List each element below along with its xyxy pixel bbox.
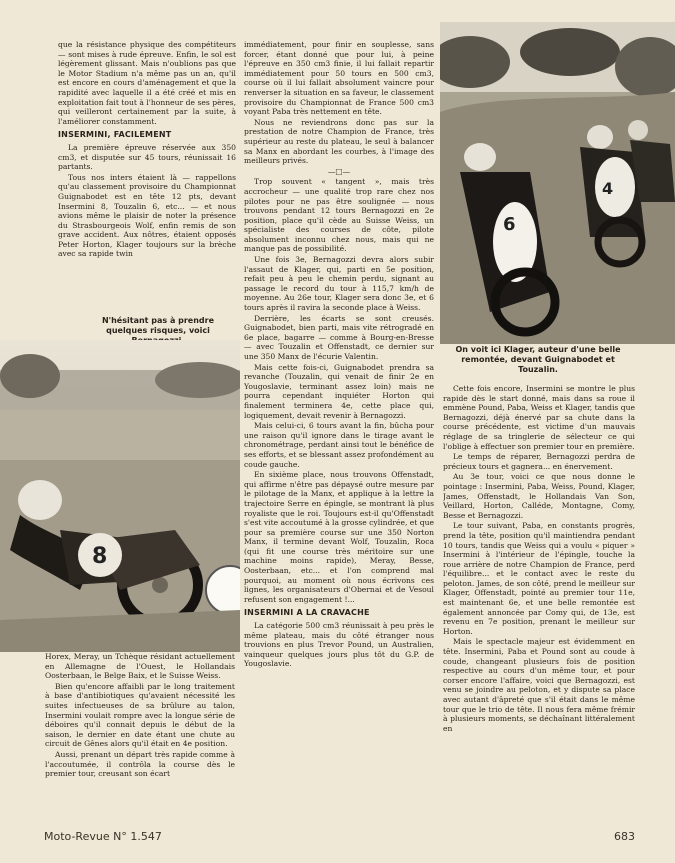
paragraph: En sixième place, nous trouvons Offenstadt, qui affirme n'être pas dépaysé outre mesure par le pilotage de la Manx, et applique à la lettre la trajectoire Serre en épingle, se montrant là plus royaliste que le roi. Toujours est-il qu'Offenstadt s'est vite accoutumé à la grosse cylindrée, et que pour sa première course sur une 350 Norton Manx, il termine devant Wolf, Touzalin, Roca (qui fit une course très méritoire sur une machine moins rapide), Meray, Besse, Oosterbaan, etc... et l'on comprend mal pourquoi, au moment où nous écrivons ces lignes, les organisateurs d'Obernai et de Vesoul refusent son engagement !... [244,470,434,604]
svg-text:4: 4 [602,179,614,198]
paragraph: Mais celui-ci, 6 tours avant la fin, bûcha pour une raison qu'il ignore dans le tirage avant le chronométrage, perdant ainsi tout le bénéfice de ses efforts, et se blessant assez profondément au coude gauche. [244,421,434,469]
paragraph: Horex, Meray, un Tchèque résidant actuellement en Allemagne de l'Ouest, le Hollandais Oosterbaan, le Belge Baix, et le Suisse Weiss. [45,652,235,681]
racing-photo-left [0,340,240,652]
paragraph: Trop souvent « tangent », mais très accrocheur — une qualité trop rare chez nos pilotes pour ne pas être soulignée — nous trouvons pendant 12 tours Bernagozzi en 2e position, place qu'il cède au Suisse Weiss, un spécialiste des courses de côte, pilote absolument inconnu chez nous, mais qui ne manque pas de possibilité. [244,177,434,254]
paragraph: Au 3e tour, voici ce que nous donne le pointage : Insermini, Paba, Weiss, Pound, Klager, James, Offenstadt, le Hollandais Van Son, Veillard, Horton, Calléde, Montagne, Comy, Besse et Bernagozzi. [443,472,635,520]
paragraph: La première épreuve réservée aux 350 cm3, et disputée sur 45 tours, réunissait 16 partants. [58,142,236,172]
race-group-image [440,22,675,344]
column-2 [244,40,434,824]
paragraph: Nous ne reviendrons donc pas sur la prestation de notre Champion de France, très supérieur au reste du plateau, le seul à balancer sa Manx en abordant les courbes, à l'image des meilleurs privés. [244,117,434,166]
racing-photo-right [440,22,675,344]
motorcycle-rider-image [0,340,240,652]
paragraph: Tous nos inters étaient là — rappellons qu'au classement provisoire du Championnat Guignabodet est en tête 12 pts, devant Insermini 8, Touzalin 6, etc... — et nous avions même le plaisir de noter la présence du Strasbourgeois Wolf, enfin remis de son grave accident. Aux nôtres, étaient opposés Peter Horton, Klager toujours sur la brèche avec sa rapide twin [58,172,236,259]
separator: —□— [327,166,351,176]
paragraph: Derrière, les écarts se sont creusés. Guignabodet, bien parti, mais vite rétrogradé en 6e place, bagarre — comme à Bourg-en-Bresse — avec Touzalin et Offenstadt, ce dernier sur une 350 Manx de l'écurie Valentin. [244,313,434,361]
magazine-issue: Moto-Revue N° 1.547 [44,830,162,843]
photo-caption-right: On voit ici Klager, auteur d'une belle remontée, devant Guignabodet et Touzalin. [455,345,621,374]
paragraph: immédiatement, pour finir en souplesse, sans forcer, étant donné que pour lui, à peine l'épreuve en 350 cm3 finie, il lui fallait repartir immédiatement pour 50 tours en 500 cm3, course où il lui fallait absolument vaincre pour renverser la situation en sa faveur, le classement provisoire du Championnat de France 500 cm3 voyant Paba très nettement en tête. [244,40,434,117]
paragraph: Une fois 3e, Bernagozzi devra alors subir l'assaut de Klager, qui, parti en 5e position, refait peu à peu le chemin perdu, signant au passage le record du tour à 115,7 km/h de moyenne. Au 26e tour, Klager sera donc 3e, et 6 tours après il ravira la seconde place à Weiss. [244,255,434,313]
paragraph: Bien qu'encore affaibli par le long traitement à base d'antibiotiques qu'avaient nécessité les suites infectueuses de sa brûlure au talon, Insermini voulait rompre avec la longue série de déboires qu'il connait depuis le début de la saison, le dernier en date étant une chute au circuit de Gênes alors qu'il était en 4e position. [45,681,235,749]
column-1-top [58,40,236,336]
paragraph: Aussi, prenant un départ très rapide comme à l'accoutumée, il contrôla la course dès le premier tour, creusant son écart [45,749,235,779]
column-3 [443,384,635,824]
paragraph: Mais cette fois-ci, Guignabodet prendra sa revanche (Touzalin, qui venait de finir 2e en Yougoslavie, terminant assez loin) mais ne pourra cependant inquiéter Horton qui finalement terminera 4e, cette place qui, logiquement, devait revenir à Bernagozzi. [244,362,434,420]
paragraph: La catégorie 500 cm3 réunissait à peu près le même plateau, mais du côté étranger nous trouvions en plus Trevor Pound, un Australien, vainqueur quelques jours plus tôt du G.P. de Yougoslavie. [244,621,434,669]
column-1-bottom [45,652,235,824]
photo-caption-left: N'hésitant pas à prendre quelques risques, voici [101,316,215,335]
svg-text:8: 8 [92,544,108,569]
paragraph: Cette fois encore, Insermini se montre le plus rapide dès le start donné, mais dans sa roue il emmène Pound, Paba, Weiss et Klager, tandis que Bernagozzi, déjà énervé par sa chute dans la course précédente, est victime d'un mauvais réglage de sa tringlerie de sélecteur ce qui l'oblige à effectuer son premier tour en première. [443,384,635,451]
section-heading: INSERMINI A LA CRAVACHE [244,608,370,618]
svg-text:6: 6 [503,214,516,235]
section-heading: INSERMINI, FACILEMENT [58,130,172,140]
paragraph: que la résistance physique des compétiteurs — sont mises à rude épreuve. Enfin, le sol est légèrement glissant. Mais n'oublions pas que le Motor Stadium n'a même pas un an, qu'il est encore en cours d'aménagement et que la rapidité avec laquelle il a été créé et mis en exploitation fait tout à l'honneur de ses pères, qui veilleront certainement par la suite, à l'améliorer constamment. [58,40,236,126]
paragraph: Le temps de réparer, Bernagozzi perdra de précieux tours et gagnera... en énervement. [443,452,635,471]
page-number: 683 [614,830,635,843]
paragraph: Le tour suivant, Paba, en constants progrès, prend la tête, position qu'il maintiendra pendant 10 tours, tandis que Weiss qui a voulu « piquer » Insermini à l'intérieur de l'épingle, touche la roue arrière de notre Champion de France, perd l'équilibre... et le contact avec le reste du peloton. James, de son côté, prend le meilleur sur Klager, Offenstadt, pointé au premier tour 11e, est maintenant 6e, et une belle remontée est également annoncée par Comy qui, de 13e, est revenu en 7e position, prenant le meilleur sur Horton. [443,521,635,636]
paragraph: Mais le spectacle majeur est évidemment en tête. Insermini, Paba et Pound sont au coude à coude, changeant plusieurs fois de position respective au cours d'un même tour, et pour corser encore l'affaire, voici que Bernagozzi, est venu se joindre au peloton, et y dispute sa place avec autant d'âpreté que s'il était dans le même tour que le trio de tête. Il nous fera même frémir à plusieurs moments, se déchaînant littéralement en [443,637,635,733]
